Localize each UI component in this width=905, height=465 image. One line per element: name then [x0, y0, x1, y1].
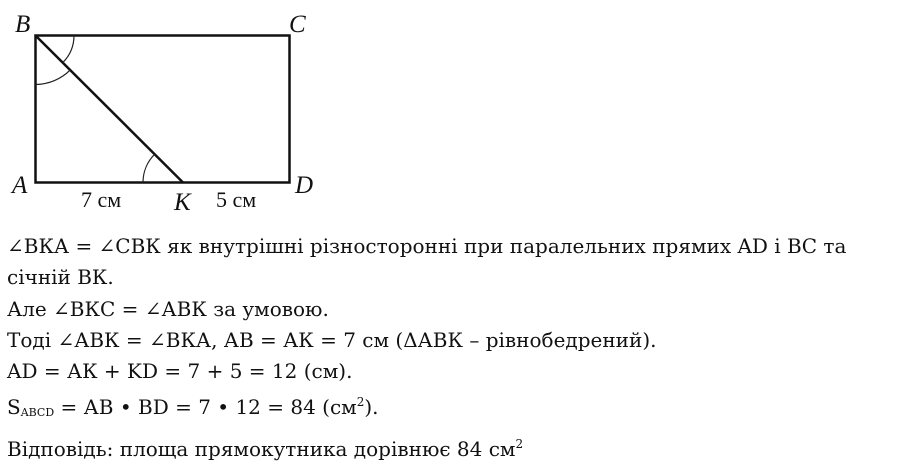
solution-line-4: Тоді ∠АВК = ∠ВКА, АВ = АК = 7 см (ΔАВК – рівнобедрений).	[7, 327, 657, 352]
solution-line-5: AD = АК + KD = 7 + 5 = 12 (см).	[7, 359, 353, 384]
solution-answer	[7, 429, 902, 465]
solution-line-3: Але ∠ВКС = ∠АВК за умовою.	[7, 296, 329, 321]
area-subscript: ABCD	[20, 406, 55, 420]
solution-line-1: ∠ВКА = ∠СВК як внутрішні різносторонні при паралельних прямих AD і ВС та	[7, 234, 847, 258]
angle-arc-kbc	[63, 36, 74, 63]
area-formula: = АВ • BD = 7 • 12 = 84 (см	[54, 395, 357, 420]
area-formula-end: ).	[364, 395, 379, 420]
rectangle-diagram	[0, 0, 905, 215]
area-unit-superscript: 2	[356, 395, 365, 410]
vertex-label-c: C	[289, 11, 306, 38]
angle-arc-abk	[36, 70, 71, 84]
segment-label-ak: 7 см	[81, 187, 122, 212]
segment-bk	[36, 36, 184, 183]
vertex-label-d: D	[295, 172, 314, 199]
vertex-label-b: B	[15, 11, 31, 38]
area-symbol: S	[7, 395, 21, 420]
vertex-label-a: A	[12, 172, 28, 199]
answer-superscript: 2	[515, 436, 524, 451]
vertex-label-k: K	[174, 189, 191, 215]
solution-line-6	[7, 387, 902, 428]
solution-text	[7, 231, 902, 465]
answer-text: Відповідь: площа прямокутника дорівнює 84 см	[7, 436, 516, 461]
angle-arc-bka	[143, 154, 155, 182]
segment-label-kd: 5 см	[216, 187, 257, 212]
solution-line-2: січній ВК.	[7, 265, 114, 290]
